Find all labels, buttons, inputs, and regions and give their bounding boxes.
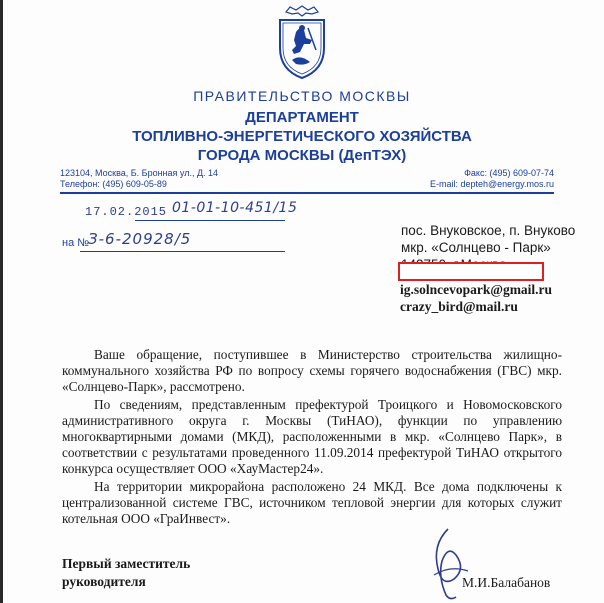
signatory-role <box>62 555 190 591</box>
outgoing-number: 01-01-10-451/15 <box>172 200 298 216</box>
body-paragraph: Ваше обращение, поступившее в Министерство строительства жилищно-коммунального хозяйства РФ по вопросу схемы горячего водоснабжения (ГВС) мкр. «Солнцево-Парк», рассмотрено. <box>62 347 562 394</box>
fax-number: Факс: (495) 609-07-74 <box>464 168 554 178</box>
signatory-role-line: руководителя <box>62 574 146 589</box>
recipient-line: пос. Внуковское, п. Внуково <box>401 223 576 238</box>
department-email: E-mail: depteh@energy.mos.ru <box>429 179 554 189</box>
government-title: ПРАВИТЕЛЬСТВО МОСКВЫ <box>193 88 411 104</box>
signatory-name: М.И.Балабанов <box>462 575 551 590</box>
contact-block-left <box>60 168 218 190</box>
reference-number-line <box>80 251 285 252</box>
moscow-coat-of-arms-icon <box>270 4 334 80</box>
department-title-line-1: ДЕПАРТАМЕНТ <box>245 109 359 126</box>
letter-body <box>62 347 562 529</box>
body-paragraph: На территории микрорайона расположено 24 МКД. Все дома подключены к централизованной системе ГВС, источником тепловой энергии для которых служит котельная ООО «ГраИнвест». <box>62 479 562 526</box>
header-divider <box>60 192 554 194</box>
phone-number: Телефон: (495) 609-05-89 <box>60 179 167 189</box>
recipient-email: crazy_bird@mail.ru <box>400 299 518 314</box>
postal-address: 123104, Москва, Б. Бронная ул., Д. 14 <box>60 168 219 178</box>
recipient-line: мкр. «Солнцево - Парк» <box>401 240 551 255</box>
department-title-line-3: ГОРОДА МОСКВЫ (ДепТЭХ) <box>197 147 407 164</box>
body-paragraph: По сведениям, представленным префектурой Троицкого и Новомосковского административного округа г. Москвы (ТиНАО), функции по управлению многоквартирными домами (МКД), расположенными в мкр. «Солнцево Парк», в соответствии с результатами проведенного 11.09.2014 префектурой ТиНАО открытого конкурса осуществляет ООО «ХауМастер24». <box>62 397 562 476</box>
incoming-reference-number: З-6-20928/5 <box>88 230 192 248</box>
handwritten-signature-icon <box>420 525 480 603</box>
department-title-line-2: ТОПЛИВНО-ЭНЕРГЕТИЧЕСКОГО ХОЗЯЙСТВА <box>132 128 472 145</box>
redacted-name-box <box>398 262 544 281</box>
registration-date-stamp: 17.02.2015 <box>85 205 168 219</box>
reference-label: на № <box>62 237 90 249</box>
contact-block-right <box>430 168 554 190</box>
signatory-role-line: Первый заместитель <box>62 556 191 571</box>
recipient-email: ig.solncevopark@gmail.ru <box>400 282 553 297</box>
registration-number-line <box>135 220 285 221</box>
